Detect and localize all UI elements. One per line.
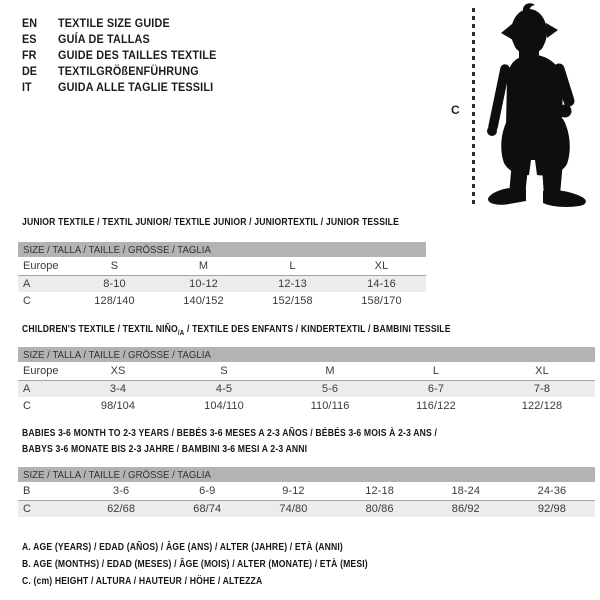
size-cell: 74/80: [279, 502, 308, 515]
footnote-line: [22, 555, 444, 572]
language-row: [22, 15, 234, 31]
row-label: Europe: [23, 364, 59, 377]
language-label: TEXTILE SIZE GUIDE: [58, 16, 170, 30]
size-cell: 116/122: [416, 399, 456, 412]
row-label: A: [23, 277, 31, 290]
table-row: [18, 292, 426, 310]
size-cell: L: [432, 364, 440, 377]
size-cell: 128/140: [94, 294, 135, 307]
size-cell: M: [325, 364, 335, 377]
table-row: [18, 362, 595, 380]
language-code: DE: [22, 64, 38, 78]
table-row: [18, 275, 426, 293]
size-cell: 12-18: [365, 484, 394, 497]
language-row: [22, 31, 234, 47]
size-cell: 104/110: [204, 399, 244, 412]
size-cell: 152/158: [272, 294, 313, 307]
size-cell: L: [289, 259, 296, 272]
row-label: B: [23, 484, 31, 497]
size-table-title-line: [22, 214, 399, 230]
size-cell: 4-5: [215, 382, 233, 395]
language-code: FR: [22, 48, 37, 62]
size-cell: 24-36: [537, 484, 567, 497]
title-text: BABIES 3-6 MONTH TO 2-3 YEARS / BEBÉS 3-6 MESES A 2-3 AÑOS / BÉBÉS 3-6 MOIS À 2-3 ANS /: [22, 427, 438, 439]
size-cell: 158/170: [361, 294, 402, 307]
size-cell: 7-8: [533, 382, 551, 395]
size-cell: 3-4: [109, 382, 127, 395]
size-table-header-bar: [18, 347, 595, 362]
size-cell: 92/98: [537, 502, 566, 515]
language-label: TEXTILGRÖßENFÜHRUNG: [58, 64, 199, 78]
table-row: [18, 482, 595, 500]
footnote-text: C. (cm) HEIGHT / ALTURA / HAUTEUR / HÖHE / ALTEZZA: [22, 574, 263, 587]
childrens-textile-table: [18, 347, 595, 415]
size-cell: 8-10: [103, 277, 126, 290]
footnote-line: [22, 538, 444, 555]
baby-silhouette: [484, 3, 596, 212]
junior-textile-table: [18, 242, 426, 310]
size-table-header-bar: [18, 467, 595, 482]
size-cell: 68/74: [193, 502, 222, 515]
title-text: BABYS 3-6 MONATE BIS 2-3 JAHRE / BAMBINI 3-6 MESI A 2-3 ANNI: [22, 443, 308, 455]
size-cell: 98/104: [100, 399, 136, 412]
size-cell: 14-16: [367, 277, 396, 290]
footnote-text: A. AGE (YEARS) / EDAD (AÑOS) / ÂGE (ANS) / ALTER (JAHRE) / ETÀ (ANNI): [22, 540, 343, 553]
height-measure-label: C: [451, 103, 460, 117]
title-subscript: /A: [177, 328, 185, 338]
size-cell: 3-6: [112, 484, 130, 497]
babies-textile-title: [22, 425, 528, 457]
size-header-label: SIZE / TALLA / TAILLE / GRÖSSE / TAGLIA: [23, 243, 211, 256]
row-label: C: [23, 399, 31, 412]
row-label: C: [23, 294, 31, 307]
junior-textile-title: [22, 214, 482, 230]
language-code: EN: [22, 16, 38, 30]
footnote-text: B. AGE (MONTHS) / EDAD (MESES) / ÂGE (MOIS) / ALTER (MONATE) / ETÀ (MESI): [22, 557, 368, 570]
language-label: GUIDE DES TAILLES TEXTILE: [58, 48, 217, 62]
size-cell: M: [198, 259, 209, 272]
size-cell: 110/116: [310, 399, 350, 412]
size-cell: 86/92: [451, 502, 480, 515]
title-text: JUNIOR TEXTILE / TEXTIL JUNIOR/ TEXTILE JUNIOR / JUNIORTEXTIL / JUNIOR TESSILE: [22, 216, 400, 228]
footnotes: [22, 538, 444, 589]
size-cell: 62/68: [107, 502, 136, 515]
language-code: ES: [22, 32, 37, 46]
footnote-line: [22, 572, 444, 589]
language-row: [22, 63, 234, 79]
size-table-title-line: [22, 321, 451, 341]
language-row: [22, 47, 234, 63]
size-cell: 5-6: [321, 382, 339, 395]
size-table-header-bar: [18, 242, 426, 257]
size-cell: XS: [110, 364, 126, 377]
size-table-title-line: [22, 425, 437, 441]
size-cell: 10-12: [189, 277, 218, 290]
size-cell: XL: [535, 364, 549, 377]
babies-textile-table: [18, 467, 595, 517]
size-header-label: SIZE / TALLA / TAILLE / GRÖSSE / TAGLIA: [23, 468, 211, 481]
title-text: / TEXTILE DES ENFANTS / KINDERTEXTIL / BAMBINI TESSILE: [184, 323, 451, 335]
table-row: [18, 380, 595, 398]
row-label: Europe: [23, 259, 59, 272]
size-cell: 6-7: [427, 382, 445, 395]
size-cell: 12-13: [278, 277, 307, 290]
size-cell: 122/128: [521, 399, 563, 412]
size-cell: 9-12: [282, 484, 305, 497]
size-table-title-line: [22, 441, 437, 457]
size-cell: 18-24: [451, 484, 481, 497]
childrens-textile-title: [22, 321, 545, 341]
language-label: GUIDA ALLE TAGLIE TESSILI: [58, 80, 214, 94]
size-header-label: SIZE / TALLA / TAILLE / GRÖSSE / TAGLIA: [23, 348, 211, 361]
row-label: C: [23, 502, 31, 515]
table-row: [18, 500, 595, 518]
title-text: CHILDREN'S TEXTILE / TEXTIL NIÑO: [22, 323, 178, 335]
size-cell: S: [110, 259, 119, 272]
language-code: IT: [22, 80, 32, 94]
row-label: A: [23, 382, 31, 395]
table-row: [18, 257, 426, 275]
language-label: GUÍA DE TALLAS: [58, 32, 150, 46]
language-list: [22, 15, 234, 95]
size-cell: 140/152: [183, 294, 224, 307]
table-row: [18, 397, 595, 415]
size-cell: XL: [374, 259, 389, 272]
language-row: [22, 79, 234, 95]
size-cell: S: [220, 364, 228, 377]
height-measure-line: [472, 8, 475, 206]
size-cell: 80/86: [365, 502, 394, 515]
size-cell: 6-9: [199, 484, 216, 497]
